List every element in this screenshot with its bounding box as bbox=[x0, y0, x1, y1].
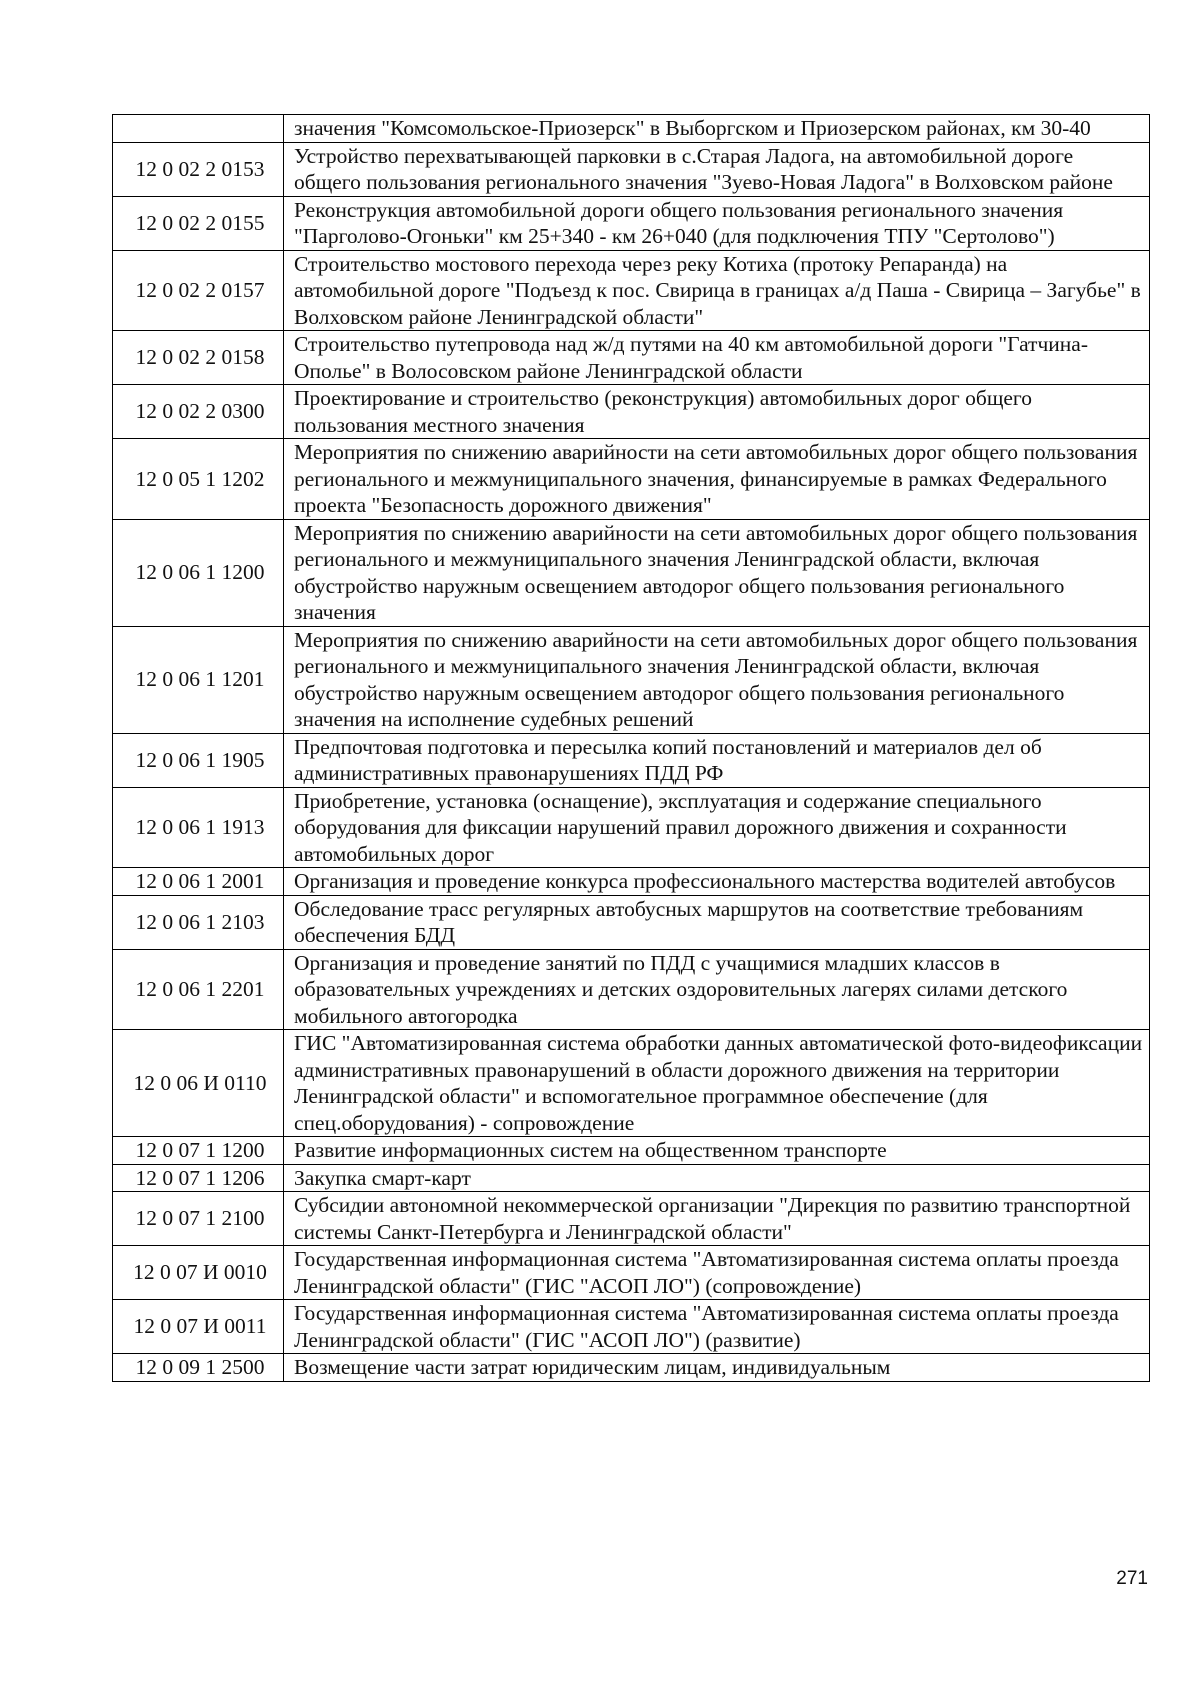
budget-code-cell bbox=[113, 115, 284, 143]
description-cell: Строительство путепровода над ж/д путями на 40 км автомобильной дороги "Гатчина-Ополье" в Волосовском районе Ленинградской области bbox=[284, 331, 1150, 385]
budget-code-cell: 12 0 05 1 1202 bbox=[113, 439, 284, 520]
budget-code-cell: 12 0 07 И 0011 bbox=[113, 1300, 284, 1354]
budget-code-cell: 12 0 06 1 2201 bbox=[113, 949, 284, 1030]
table-row bbox=[113, 385, 1150, 439]
budget-code-cell: 12 0 07 1 2100 bbox=[113, 1192, 284, 1246]
description-cell: Организация и проведение занятий по ПДД с учащимися младших классов в образовательных учреждениях и детских оздоровительных лагерях силами детского мобильного автогородка bbox=[284, 949, 1150, 1030]
table-row bbox=[113, 1137, 1150, 1165]
budget-code-cell: 12 0 06 1 2103 bbox=[113, 895, 284, 949]
description-cell: Устройство перехватывающей парковки в с.Старая Ладога, на автомобильной дороге общего пользования регионального значения "Зуево-Новая Ладога" в Волховском районе bbox=[284, 142, 1150, 196]
table-row bbox=[113, 250, 1150, 331]
table-row bbox=[113, 519, 1150, 626]
table-row bbox=[113, 115, 1150, 143]
table-row bbox=[113, 895, 1150, 949]
description-cell: Приобретение, установка (оснащение), эксплуатация и содержание специального оборудования для фиксации нарушений правил дорожного движения и сохранности автомобильных дорог bbox=[284, 787, 1150, 868]
budget-code-cell: 12 0 02 2 0153 bbox=[113, 142, 284, 196]
budget-code-cell: 12 0 02 2 0155 bbox=[113, 196, 284, 250]
description-cell: Проектирование и строительство (реконструкция) автомобильных дорог общего пользования местного значения bbox=[284, 385, 1150, 439]
budget-code-cell: 12 0 02 2 0157 bbox=[113, 250, 284, 331]
table-row bbox=[113, 1354, 1150, 1382]
description-cell: Развитие информационных систем на общественном транспорте bbox=[284, 1137, 1150, 1165]
budget-code-cell: 12 0 06 1 1200 bbox=[113, 519, 284, 626]
table-row bbox=[113, 1192, 1150, 1246]
budget-code-cell: 12 0 06 1 1913 bbox=[113, 787, 284, 868]
description-cell: Организация и проведение конкурса профессионального мастерства водителей автобусов bbox=[284, 868, 1150, 896]
budget-code-cell: 12 0 06 1 1201 bbox=[113, 626, 284, 733]
description-cell: Возмещение части затрат юридическим лицам, индивидуальным bbox=[284, 1354, 1150, 1382]
description-cell: Реконструкция автомобильной дороги общего пользования регионального значения "Парголово-Огоньки" км 25+340 - км 26+040 (для подключения ТПУ "Сертолово") bbox=[284, 196, 1150, 250]
page-number: 271 bbox=[1116, 1568, 1148, 1589]
description-cell: Предпочтовая подготовка и пересылка копий постановлений и материалов дел об административных правонарушениях ПДД РФ bbox=[284, 733, 1150, 787]
budget-code-cell: 12 0 06 1 1905 bbox=[113, 733, 284, 787]
table-row bbox=[113, 439, 1150, 520]
description-cell: Государственная информационная система "Автоматизированная система оплаты проезда Ленинградской области" (ГИС "АСОП ЛО") (сопровождение) bbox=[284, 1246, 1150, 1300]
table-row bbox=[113, 196, 1150, 250]
table-row bbox=[113, 1246, 1150, 1300]
table-row bbox=[113, 331, 1150, 385]
table-row bbox=[113, 733, 1150, 787]
description-cell: значения "Комсомольское-Приозерск" в Выборгском и Приозерском районах, км 30-40 bbox=[284, 115, 1150, 143]
table-row bbox=[113, 1030, 1150, 1137]
description-cell: Мероприятия по снижению аварийности на сети автомобильных дорог общего пользования регионального и межмуниципального значения Ленинградской области, включая обустройство наружным освещением автодорог общего пользования регионального значения bbox=[284, 519, 1150, 626]
budget-code-table bbox=[112, 114, 1150, 1382]
description-cell: Мероприятия по снижению аварийности на сети автомобильных дорог общего пользования регионального и межмуниципального значения Ленинградской области, включая обустройство наружным освещением автодорог общего пользования регионального значения на исполнение судебных решений bbox=[284, 626, 1150, 733]
table-row bbox=[113, 626, 1150, 733]
budget-code-cell: 12 0 09 1 2500 bbox=[113, 1354, 284, 1382]
budget-code-cell: 12 0 02 2 0300 bbox=[113, 385, 284, 439]
table-row bbox=[113, 787, 1150, 868]
description-cell: Субсидии автономной некоммерческой организации "Дирекция по развитию транспортной системы Санкт-Петербурга и Ленинградской области" bbox=[284, 1192, 1150, 1246]
budget-code-cell: 12 0 02 2 0158 bbox=[113, 331, 284, 385]
budget-code-cell: 12 0 07 1 1206 bbox=[113, 1164, 284, 1192]
table-row bbox=[113, 142, 1150, 196]
table-row bbox=[113, 949, 1150, 1030]
budget-code-cell: 12 0 06 И 0110 bbox=[113, 1030, 284, 1137]
table-row bbox=[113, 1164, 1150, 1192]
budget-code-cell: 12 0 06 1 2001 bbox=[113, 868, 284, 896]
description-cell: Обследование трасс регулярных автобусных маршрутов на соответствие требованиям обеспечения БДД bbox=[284, 895, 1150, 949]
table-row bbox=[113, 868, 1150, 896]
description-cell: Мероприятия по снижению аварийности на сети автомобильных дорог общего пользования регионального и межмуниципального значения, финансируемые в рамках Федерального проекта "Безопасность дорожного движения" bbox=[284, 439, 1150, 520]
description-cell: Государственная информационная система "Автоматизированная система оплаты проезда Ленинградской области" (ГИС "АСОП ЛО") (развитие) bbox=[284, 1300, 1150, 1354]
description-cell: Закупка смарт-карт bbox=[284, 1164, 1150, 1192]
description-cell: ГИС "Автоматизированная система обработки данных автоматической фото-видеофиксации административных правонарушений в области дорожного движения на территории Ленинградской области" и вспомогательное программное обеспечение (для спец.оборудования) - сопровождение bbox=[284, 1030, 1150, 1137]
table-body bbox=[113, 115, 1150, 1382]
budget-code-cell: 12 0 07 1 1200 bbox=[113, 1137, 284, 1165]
description-cell: Строительство мостового перехода через реку Котиха (протоку Репаранда) на автомобильной дороге "Подъезд к пос. Свирица в границах а/д Паша - Свирица – Загубье" в Волховском районе Ленинградской области" bbox=[284, 250, 1150, 331]
budget-code-cell: 12 0 07 И 0010 bbox=[113, 1246, 284, 1300]
table-row bbox=[113, 1300, 1150, 1354]
